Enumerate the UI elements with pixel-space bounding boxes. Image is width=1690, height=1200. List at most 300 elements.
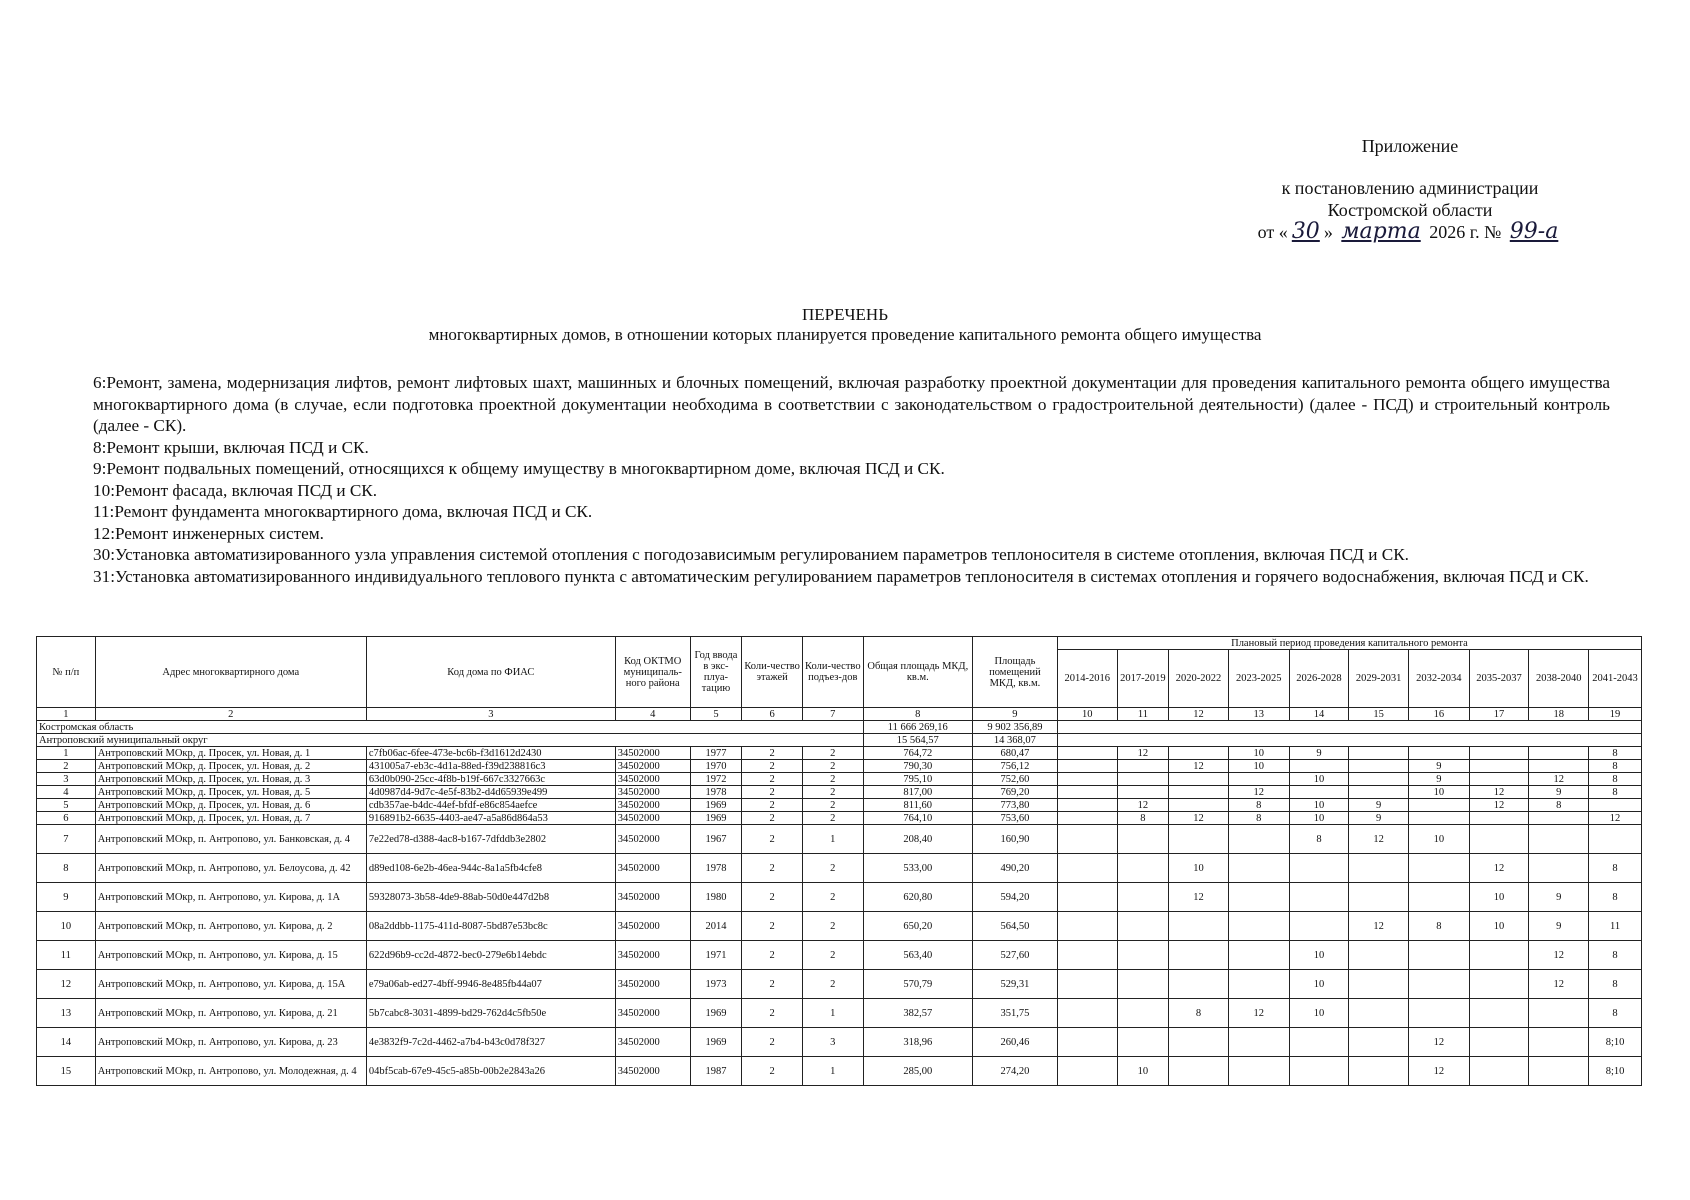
row-oktmo-code: 34502000 — [615, 970, 690, 999]
row-address: Антроповский МОкр, д. Просек, ул. Новая, д. 3 — [95, 773, 366, 786]
row-year: 1972 — [690, 773, 742, 786]
row-fias-code: 4e3832f9-7c2d-4462-a7b4-b43c0d78f327 — [366, 1028, 615, 1057]
row-premises-area: 756,12 — [972, 760, 1057, 773]
header-total-area: Общая площадь МКД, кв.м. — [863, 637, 972, 708]
district-empty — [1057, 734, 1641, 747]
row-period-work — [1057, 883, 1117, 912]
column-number: 2 — [95, 708, 366, 721]
row-period-work: 11 — [1589, 912, 1642, 941]
row-period-work: 9 — [1408, 773, 1469, 786]
row-period-work — [1349, 747, 1409, 760]
row-period-work — [1228, 1057, 1289, 1086]
row-address: Антроповский МОкр, п. Антропово, ул. Кирова, д. 1А — [95, 883, 366, 912]
row-period-work — [1469, 812, 1529, 825]
row-number: 1 — [37, 747, 96, 760]
row-total-area: 563,40 — [863, 941, 972, 970]
row-total-area: 795,10 — [863, 773, 972, 786]
row-period-work — [1349, 854, 1409, 883]
row-number: 13 — [37, 999, 96, 1028]
column-number: 1 — [37, 708, 96, 721]
region-empty — [1057, 721, 1641, 734]
row-period-work: 12 — [1228, 999, 1289, 1028]
row-fias-code: 431005a7-eb3c-4d1a-88ed-f39d238816c3 — [366, 760, 615, 773]
row-year: 1978 — [690, 854, 742, 883]
row-total-area: 650,20 — [863, 912, 972, 941]
row-period-work: 12 — [1469, 854, 1529, 883]
row-period-work — [1408, 854, 1469, 883]
row-period-work — [1469, 825, 1529, 854]
row-period-work — [1057, 1057, 1117, 1086]
row-year: 2014 — [690, 912, 742, 941]
row-period-work: 8;10 — [1589, 1057, 1642, 1086]
work-type-item: 11:Ремонт фундамента многоквартирного дома, включая ПСД и СК. — [93, 502, 593, 521]
row-number: 3 — [37, 773, 96, 786]
row-premises-area: 680,47 — [972, 747, 1057, 760]
row-period-work — [1408, 812, 1469, 825]
row-period-work: 10 — [1289, 999, 1349, 1028]
row-period-work — [1117, 912, 1169, 941]
appendix-label: Приложение — [1361, 136, 1459, 156]
row-premises-area: 752,60 — [972, 773, 1057, 786]
row-period-work — [1289, 786, 1349, 799]
column-number: 9 — [972, 708, 1057, 721]
row-period-work: 9 — [1349, 799, 1409, 812]
row-period-work — [1169, 1028, 1229, 1057]
row-address: Антроповский МОкр, п. Антропово, ул. Кирова, д. 21 — [95, 999, 366, 1028]
row-period-work: 12 — [1117, 799, 1169, 812]
row-entrances: 1 — [802, 999, 863, 1028]
row-period-work — [1349, 773, 1409, 786]
row-period-work — [1349, 760, 1409, 773]
row-period-work — [1228, 883, 1289, 912]
row-floors: 2 — [742, 760, 803, 773]
row-period-work — [1228, 854, 1289, 883]
row-period-work — [1408, 999, 1469, 1028]
table-row — [37, 812, 1642, 825]
row-period-work: 8 — [1169, 999, 1229, 1028]
row-number: 11 — [37, 941, 96, 970]
row-period-work — [1169, 825, 1229, 854]
row-number: 7 — [37, 825, 96, 854]
row-period-work — [1349, 883, 1409, 912]
row-year: 1987 — [690, 1057, 742, 1086]
header-period: 2038-2040 — [1529, 650, 1589, 708]
row-period-work — [1057, 812, 1117, 825]
row-number: 14 — [37, 1028, 96, 1057]
row-address: Антроповский МОкр, д. Просек, ул. Новая, д. 1 — [95, 747, 366, 760]
row-period-work — [1529, 1057, 1589, 1086]
row-year: 1978 — [690, 786, 742, 799]
row-period-work: 9 — [1349, 812, 1409, 825]
row-period-work: 9 — [1529, 883, 1589, 912]
header-num: № п/п — [37, 637, 96, 708]
row-period-work — [1169, 747, 1229, 760]
row-period-work: 8 — [1589, 760, 1642, 773]
row-period-work: 12 — [1589, 812, 1642, 825]
column-number: 11 — [1117, 708, 1169, 721]
work-type-item: 6:Ремонт, замена, модернизация лифтов, ремонт лифтовых шахт, машинных и блочных помещений, включая разработку проектной документации для проведения капитального ремонта общего имущества многоквартирного дома (в случае, если подготовка проектной документации необходима в соответствии с законодательством о градостроительной деятельности) (далее - ПСД) и строительный контроль (далее - СК). — [93, 373, 1610, 435]
row-period-work: 12 — [1529, 970, 1589, 999]
table-row — [37, 883, 1642, 912]
row-period-work: 12 — [1408, 1028, 1469, 1057]
row-period-work: 8 — [1408, 912, 1469, 941]
row-period-work — [1169, 970, 1229, 999]
row-oktmo-code: 34502000 — [615, 786, 690, 799]
row-entrances: 2 — [802, 799, 863, 812]
row-period-work: 10 — [1169, 854, 1229, 883]
row-period-work — [1057, 825, 1117, 854]
table-row — [37, 970, 1642, 999]
row-period-work — [1117, 883, 1169, 912]
row-period-work — [1117, 773, 1169, 786]
row-fias-code: 4d0987d4-9d7c-4e5f-83b2-d4d65939e499 — [366, 786, 615, 799]
row-period-work — [1057, 1028, 1117, 1057]
header-oktmo: Код ОКТМО муниципаль-ного района — [615, 637, 690, 708]
row-period-work: 9 — [1289, 747, 1349, 760]
row-period-work — [1349, 1028, 1409, 1057]
row-entrances: 2 — [802, 747, 863, 760]
row-period-work — [1469, 760, 1529, 773]
row-period-work — [1589, 799, 1642, 812]
row-number: 5 — [37, 799, 96, 812]
row-period-work: 8 — [1289, 825, 1349, 854]
row-floors: 2 — [742, 999, 803, 1028]
row-period-work: 8 — [1589, 747, 1642, 760]
row-period-work — [1529, 825, 1589, 854]
row-period-work — [1228, 825, 1289, 854]
row-oktmo-code: 34502000 — [615, 825, 690, 854]
region-total-area: 11 666 269,16 — [863, 721, 972, 734]
header-line-2: Костромской области — [1327, 200, 1493, 220]
repair-schedule-table — [36, 636, 1642, 1086]
column-number: 16 — [1408, 708, 1469, 721]
row-period-work — [1117, 786, 1169, 799]
column-number: 6 — [742, 708, 803, 721]
row-period-work: 12 — [1529, 941, 1589, 970]
row-year: 1973 — [690, 970, 742, 999]
row-period-work: 12 — [1469, 786, 1529, 799]
row-premises-area: 351,75 — [972, 999, 1057, 1028]
column-number: 3 — [366, 708, 615, 721]
row-period-work — [1117, 825, 1169, 854]
row-period-work — [1469, 1057, 1529, 1086]
row-premises-area: 769,20 — [972, 786, 1057, 799]
header-premises-area: Площадь помещений МКД, кв.м. — [972, 637, 1057, 708]
row-total-area: 208,40 — [863, 825, 972, 854]
work-types-list — [93, 372, 1610, 587]
row-oktmo-code: 34502000 — [615, 912, 690, 941]
header-period: 2032-2034 — [1408, 650, 1469, 708]
row-period-work: 8;10 — [1589, 1028, 1642, 1057]
row-entrances: 2 — [802, 970, 863, 999]
row-period-work: 10 — [1228, 760, 1289, 773]
row-period-work: 8 — [1589, 773, 1642, 786]
table-row — [37, 747, 1642, 760]
row-oktmo-code: 34502000 — [615, 1028, 690, 1057]
row-period-work: 10 — [1289, 970, 1349, 999]
row-period-work: 10 — [1289, 773, 1349, 786]
row-period-work — [1349, 970, 1409, 999]
row-period-work: 8 — [1117, 812, 1169, 825]
work-type-item: 9:Ремонт подвальных помещений, относящихся к общему имуществу в многоквартирном доме, включая ПСД и СК. — [93, 459, 945, 478]
header-year: Год ввода в экс-плуа-тацию — [690, 637, 742, 708]
table-row — [37, 773, 1642, 786]
column-numbers-row — [37, 708, 1642, 721]
row-floors: 2 — [742, 1028, 803, 1057]
row-floors: 2 — [742, 786, 803, 799]
row-period-work — [1228, 941, 1289, 970]
row-address: Антроповский МОкр, д. Просек, ул. Новая, д. 7 — [95, 812, 366, 825]
row-entrances: 2 — [802, 760, 863, 773]
row-period-work: 10 — [1408, 786, 1469, 799]
row-floors: 2 — [742, 912, 803, 941]
work-type-item: 12:Ремонт инженерных систем. — [93, 523, 324, 543]
row-period-work: 12 — [1529, 773, 1589, 786]
row-period-work: 12 — [1469, 799, 1529, 812]
row-period-work — [1408, 747, 1469, 760]
row-period-work: 10 — [1117, 1057, 1169, 1086]
row-floors: 2 — [742, 825, 803, 854]
row-fias-code: cdb357ae-b4dc-44ef-bfdf-e86c854aefce — [366, 799, 615, 812]
date-year: 2026 г. № — [1429, 222, 1502, 242]
row-period-work: 12 — [1169, 760, 1229, 773]
row-floors: 2 — [742, 747, 803, 760]
row-fias-code: e79a06ab-ed27-4bff-9946-8e485fb44a07 — [366, 970, 615, 999]
header-period: 2041-2043 — [1589, 650, 1642, 708]
row-period-work: 12 — [1349, 912, 1409, 941]
column-number: 12 — [1169, 708, 1229, 721]
date-month: марта — [1341, 219, 1421, 244]
row-floors: 2 — [742, 799, 803, 812]
row-floors: 2 — [742, 941, 803, 970]
row-period-work: 8 — [1589, 883, 1642, 912]
row-total-area: 570,79 — [863, 970, 972, 999]
row-year: 1977 — [690, 747, 742, 760]
row-number: 4 — [37, 786, 96, 799]
row-entrances: 2 — [802, 812, 863, 825]
row-entrances: 1 — [802, 825, 863, 854]
row-oktmo-code: 34502000 — [615, 854, 690, 883]
row-period-work — [1117, 941, 1169, 970]
row-period-work: 10 — [1289, 941, 1349, 970]
row-number: 12 — [37, 970, 96, 999]
row-period-work: 8 — [1529, 799, 1589, 812]
row-period-work — [1469, 747, 1529, 760]
row-period-work — [1228, 773, 1289, 786]
row-period-work: 10 — [1289, 812, 1349, 825]
row-premises-area: 564,50 — [972, 912, 1057, 941]
row-period-work — [1469, 1028, 1529, 1057]
row-oktmo-code: 34502000 — [615, 1057, 690, 1086]
row-period-work: 8 — [1589, 970, 1642, 999]
row-period-work — [1057, 912, 1117, 941]
row-oktmo-code: 34502000 — [615, 747, 690, 760]
row-premises-area: 160,90 — [972, 825, 1057, 854]
row-premises-area: 490,20 — [972, 854, 1057, 883]
row-period-work: 12 — [1169, 812, 1229, 825]
row-fias-code: 916891b2-6635-4403-ae47-a5a86d864a53 — [366, 812, 615, 825]
row-period-work — [1529, 999, 1589, 1028]
table-row — [37, 854, 1642, 883]
row-period-work — [1529, 854, 1589, 883]
row-period-work — [1349, 1057, 1409, 1086]
row-period-work: 8 — [1228, 799, 1289, 812]
row-year: 1969 — [690, 799, 742, 812]
row-year: 1967 — [690, 825, 742, 854]
row-period-work — [1117, 970, 1169, 999]
row-period-work: 8 — [1589, 786, 1642, 799]
column-number: 7 — [802, 708, 863, 721]
row-period-work: 12 — [1228, 786, 1289, 799]
row-address: Антроповский МОкр, п. Антропово, ул. Кирова, д. 2 — [95, 912, 366, 941]
row-premises-area: 529,31 — [972, 970, 1057, 999]
row-period-work — [1228, 970, 1289, 999]
row-entrances: 3 — [802, 1028, 863, 1057]
row-oktmo-code: 34502000 — [615, 999, 690, 1028]
column-number: 5 — [690, 708, 742, 721]
row-premises-area: 274,20 — [972, 1057, 1057, 1086]
row-period-work: 12 — [1117, 747, 1169, 760]
row-period-work — [1117, 760, 1169, 773]
row-year: 1969 — [690, 1028, 742, 1057]
date-prefix: от « — [1257, 222, 1288, 242]
row-address: Антроповский МОкр, п. Антропово, ул. Кирова, д. 23 — [95, 1028, 366, 1057]
row-premises-area: 753,60 — [972, 812, 1057, 825]
row-period-work: 10 — [1408, 825, 1469, 854]
row-fias-code: 59328073-3b58-4de9-88ab-50d0e447d2b8 — [366, 883, 615, 912]
table-row — [37, 1028, 1642, 1057]
row-premises-area: 773,80 — [972, 799, 1057, 812]
row-number: 8 — [37, 854, 96, 883]
row-address: Антроповский МОкр, п. Антропово, ул. Кирова, д. 15А — [95, 970, 366, 999]
row-floors: 2 — [742, 854, 803, 883]
row-oktmo-code: 34502000 — [615, 773, 690, 786]
row-period-work — [1169, 1057, 1229, 1086]
row-period-work — [1349, 999, 1409, 1028]
row-fias-code: c7fb06ac-6fee-473e-bc6b-f3d1612d2430 — [366, 747, 615, 760]
row-floors: 2 — [742, 773, 803, 786]
row-period-work — [1469, 773, 1529, 786]
row-period-work: 9 — [1529, 912, 1589, 941]
header-period: 2026-2028 — [1289, 650, 1349, 708]
column-number: 15 — [1349, 708, 1409, 721]
row-period-work — [1349, 786, 1409, 799]
row-oktmo-code: 34502000 — [615, 760, 690, 773]
row-year: 1971 — [690, 941, 742, 970]
row-period-work — [1408, 941, 1469, 970]
row-period-work — [1349, 941, 1409, 970]
row-period-work — [1117, 854, 1169, 883]
row-address: Антроповский МОкр, п. Антропово, ул. Кирова, д. 15 — [95, 941, 366, 970]
row-fias-code: 622d96b9-cc2d-4872-bec0-279e6b14ebdc — [366, 941, 615, 970]
row-total-area: 790,30 — [863, 760, 972, 773]
column-number: 17 — [1469, 708, 1529, 721]
work-type-item: 8:Ремонт крыши, включая ПСД и СК. — [93, 437, 369, 457]
header-period: 2017-2019 — [1117, 650, 1169, 708]
row-period-work: 8 — [1589, 941, 1642, 970]
column-number: 14 — [1289, 708, 1349, 721]
row-total-area: 533,00 — [863, 854, 972, 883]
row-period-work: 12 — [1349, 825, 1409, 854]
row-floors: 2 — [742, 1057, 803, 1086]
row-period-work — [1057, 999, 1117, 1028]
row-period-work — [1529, 1028, 1589, 1057]
work-type-item: 30:Установка автоматизированного узла управления системой отопления с погодозависимым регулированием параметров теплоносителя в системе отопления, включая ПСД и СК. — [93, 545, 1409, 564]
row-period-work: 8 — [1228, 812, 1289, 825]
row-period-work — [1117, 1028, 1169, 1057]
row-number: 2 — [37, 760, 96, 773]
row-oktmo-code: 34502000 — [615, 883, 690, 912]
row-period-work — [1408, 883, 1469, 912]
row-fias-code: 63d0b090-25cc-4f8b-b19f-667c3327663c — [366, 773, 615, 786]
region-name: Костромская область — [37, 721, 864, 734]
header-fias: Код дома по ФИАС — [366, 637, 615, 708]
row-period-work: 12 — [1169, 883, 1229, 912]
row-year: 1970 — [690, 760, 742, 773]
row-number: 10 — [37, 912, 96, 941]
header-address: Адрес многоквартирного дома — [95, 637, 366, 708]
row-period-work — [1289, 912, 1349, 941]
row-total-area: 382,57 — [863, 999, 972, 1028]
row-year: 1969 — [690, 812, 742, 825]
row-period-work: 10 — [1469, 883, 1529, 912]
table-body — [37, 721, 1642, 1086]
row-entrances: 2 — [802, 854, 863, 883]
row-total-area: 811,60 — [863, 799, 972, 812]
date-mid: » — [1323, 222, 1333, 242]
row-period-work — [1469, 999, 1529, 1028]
row-fias-code: 5b7cabc8-3031-4899-bd29-762d4c5fb50e — [366, 999, 615, 1028]
row-fias-code: 08a2ddbb-1175-411d-8087-5bd87e53bc8c — [366, 912, 615, 941]
row-period-work — [1169, 773, 1229, 786]
row-period-work — [1408, 799, 1469, 812]
row-period-work: 10 — [1289, 799, 1349, 812]
region-premises-area: 9 902 356,89 — [972, 721, 1057, 734]
header-entrances: Коли-чество подъез-дов — [802, 637, 863, 708]
row-period-work — [1529, 747, 1589, 760]
column-number: 19 — [1589, 708, 1642, 721]
document-title: ПЕРЕЧЕНЬ — [802, 305, 888, 324]
row-total-area: 764,10 — [863, 812, 972, 825]
header-period: 2035-2037 — [1469, 650, 1529, 708]
row-period-work — [1169, 786, 1229, 799]
row-fias-code: d89ed108-6e2b-46ea-944c-8a1a5fb4cfe8 — [366, 854, 615, 883]
row-premises-area: 527,60 — [972, 941, 1057, 970]
table-row — [37, 799, 1642, 812]
row-period-work: 8 — [1589, 999, 1642, 1028]
row-period-work: 12 — [1408, 1057, 1469, 1086]
region-row — [37, 721, 1642, 734]
row-period-work — [1057, 799, 1117, 812]
row-period-work — [1529, 760, 1589, 773]
row-address: Антроповский МОкр, п. Антропово, ул. Белоусова, д. 42 — [95, 854, 366, 883]
row-period-work — [1169, 941, 1229, 970]
district-row — [37, 734, 1642, 747]
work-type-item: 10:Ремонт фасада, включая ПСД и СК. — [93, 480, 378, 500]
district-name: Антроповский муниципальный округ — [37, 734, 864, 747]
row-period-work — [1057, 786, 1117, 799]
row-address: Антроповский МОкр, д. Просек, ул. Новая, д. 6 — [95, 799, 366, 812]
row-period-work — [1117, 999, 1169, 1028]
row-period-work — [1408, 970, 1469, 999]
row-floors: 2 — [742, 883, 803, 912]
header-period: 2023-2025 — [1228, 650, 1289, 708]
row-period-work — [1289, 854, 1349, 883]
row-period-work — [1057, 941, 1117, 970]
header-floors: Коли-чество этажей — [742, 637, 803, 708]
row-total-area: 620,80 — [863, 883, 972, 912]
row-oktmo-code: 34502000 — [615, 941, 690, 970]
